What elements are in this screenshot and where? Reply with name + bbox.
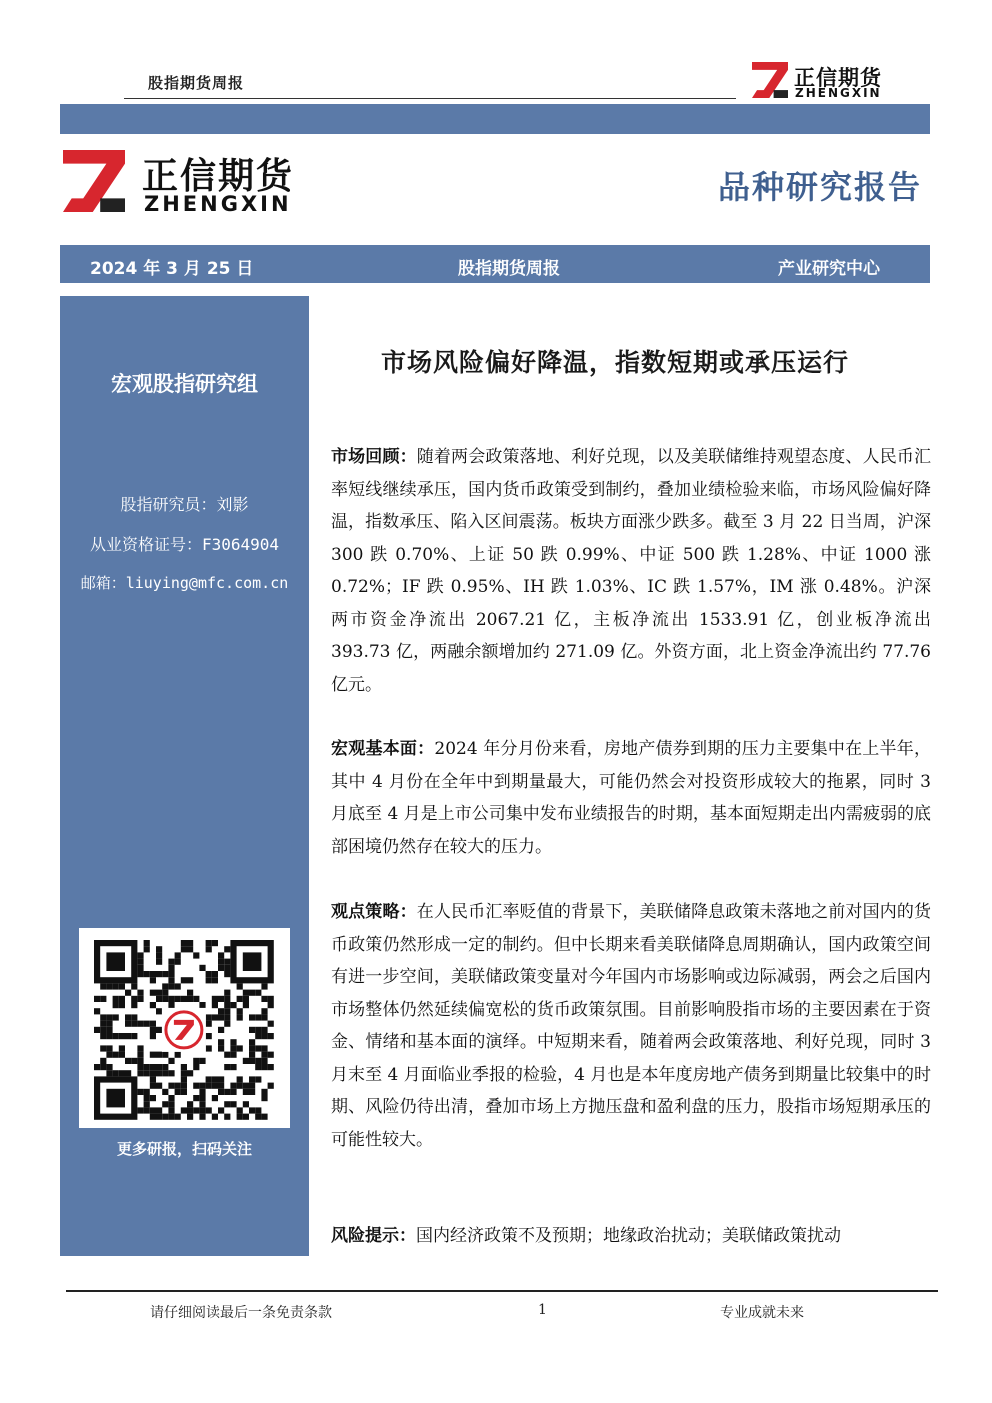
article-title: 市场风险偏好降温，指数短期或承压运行 <box>380 348 849 377</box>
section-text: 随着两会政策落地、利好兑现，以及美联储维持观望态度、人民币汇率短线继续承压，国内货币政策受到制约，叠加业绩检验来临，市场风险偏好降温，指数承压、陷入区间震荡。板块方面涨少跌多。截至 3 月 22 日当周，沪深 300 跌 0.70%、上证 50 跌 0.99%、中证 500 跌 1.28%、中证 1000 涨 0.72%；IF 跌 0.95%、IH 跌 1.03%、IC 跌 1.57%，IM 涨 0.48%。沪深两市资金净流出 2067.21 亿，主板净流出 1533.91 亿，创业板净流出 393.73 亿，两融余额增加约 271.09 亿。外资方面，北上资金净流出约 77.76 亿元。 <box>331 447 932 695</box>
report-department: 产业研究中心 <box>778 259 880 279</box>
section-risk <box>331 1220 931 1253</box>
zhengxin-logo-icon <box>752 62 788 98</box>
qr-code[interactable] <box>79 928 290 1128</box>
qr-caption: 更多研报，扫码关注 <box>116 1140 252 1158</box>
section-lead: 风险提示： <box>331 1226 416 1246</box>
qr-code-icon <box>79 928 290 1128</box>
section-lead: 市场回顾： <box>331 447 417 467</box>
section-text: 国内经济政策不及预期；地缘政治扰动；美联储政策扰动 <box>416 1226 841 1246</box>
section-text: 在人民币汇率贬值的背景下，美联储降息政策未落地之前对国内的货币政策仍然形成一定的制约。但中长期来看美联储降息周期确认，国内政策空间有进一步空间，美联储政策变量对今年国内市场影响或边际减弱，两会之后国内市场整体仍然延续偏宽松的货币政策氛围。目前影响股指市场的主要因素在于资金、情绪和基本面的演绎。中短期来看，随着两会政策落地、利好兑现，同时 3 月末至 4 月面临业季报的检验，4 月也是本年度房地产债务到期量比较集中的时期、风险仍待出清，叠加市场上方抛压盘和盈利盘的压力，股指市场短期承压的可能性较大。 <box>331 902 932 1150</box>
analyst-name: 股指研究员：刘影 <box>120 495 249 514</box>
header-logo-en: ZHENGXIN <box>795 86 882 100</box>
report-date: 2024 年 3 月 25 日 <box>90 259 254 279</box>
section-lead: 观点策略： <box>331 902 417 922</box>
report-series: 股指期货周报 <box>458 259 560 279</box>
section-text: 2024 年分月份来看，房地产债券到期的压力主要集中在上半年，其中 4 月份在全年中到期量最大，可能仍然会对投资形成较大的拖累，同时 3 月底至 4 月是上市公司集中发布业绩报告的时期，基本面短期走出内需疲弱的底部困境仍然存在较大的压力。 <box>331 739 931 857</box>
brand-logo <box>62 150 322 220</box>
info-bar <box>60 245 930 283</box>
header-logo-cn: 正信期货 <box>794 66 882 90</box>
section-macro <box>331 733 931 863</box>
footer-slogan: 专业成就未来 <box>720 1305 804 1321</box>
brand-logo-en: ZHENGXIN <box>144 192 292 216</box>
zhengxin-logo-icon <box>62 150 126 212</box>
footer-rule <box>66 1290 938 1292</box>
section-strategy <box>331 896 931 1156</box>
header-logo <box>752 62 902 102</box>
license-number: 从业资格证号：F3064904 <box>89 535 280 554</box>
brand-logo-cn: 正信期货 <box>142 156 295 197</box>
section-lead: 宏观基本面： <box>331 739 435 759</box>
header-rule <box>124 98 736 99</box>
research-group: 宏观股指研究组 <box>111 372 258 396</box>
sidebar <box>60 296 309 1256</box>
report-type-title: 品种研究报告 <box>717 168 922 206</box>
running-header-title: 股指期货周报 <box>148 74 245 92</box>
footer-disclaimer: 请仔细阅读最后一条免责条款 <box>150 1305 332 1321</box>
section-market-review <box>331 441 931 701</box>
header-band <box>60 104 930 134</box>
page-number: 1 <box>538 1302 547 1318</box>
analyst-email[interactable]: 邮箱：liuying@mfc.com.cn <box>80 574 289 592</box>
